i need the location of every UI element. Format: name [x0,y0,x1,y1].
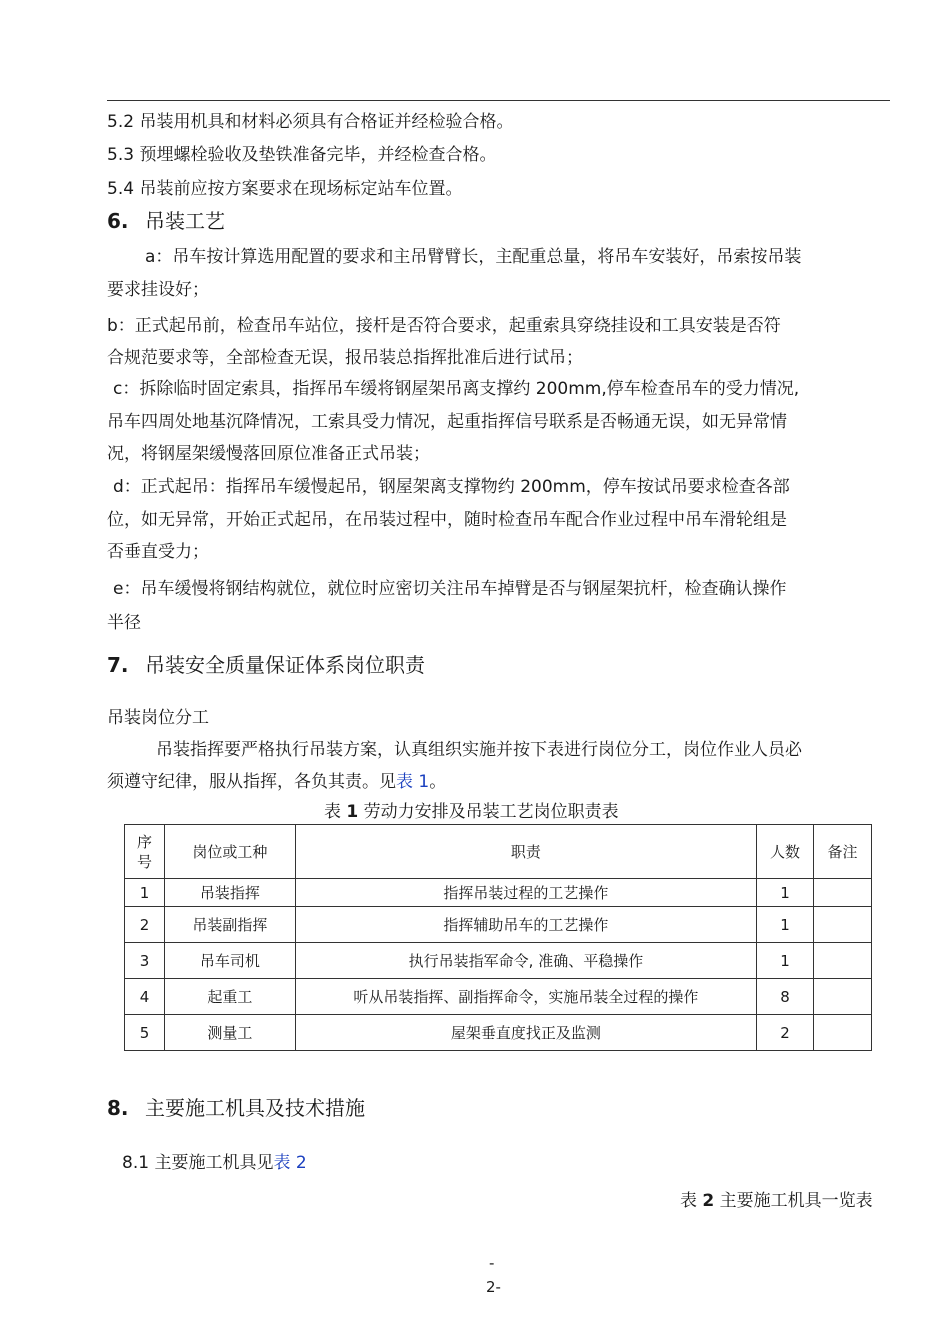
step-c-line-3: 况，将钢屋架缓慢落回原位准备正式吊装； [107,444,430,464]
clause-5-4: 5.4 吊装前应按方案要求在现场标定站车位置。 [107,179,463,199]
section-6-heading [107,208,225,234]
cell-count: 1 [757,943,814,979]
section-7-subtitle: 吊装岗位分工 [107,708,209,728]
cell-role: 测量工 [164,1015,295,1051]
step-b-line-2: 合规范要求等，全部检查无误，报吊装总指挥批准后进行试吊； [107,348,583,368]
cell-duty: 指挥吊装过程的工艺操作 [295,879,756,907]
section-6-title: 吊装工艺 [145,209,225,233]
cell-seq: 5 [125,1015,165,1051]
cell-role: 吊装指挥 [164,879,295,907]
cell-note [814,979,872,1015]
cell-role: 吊车司机 [164,943,295,979]
table-row [125,1015,872,1051]
header-duty: 职责 [295,825,756,879]
step-c-line-2: 吊车四周处地基沉降情况，工索具受力情况，起重指挥信号联系是否畅通无误，如无异常情 [107,412,787,432]
page-number: 2- [486,1278,501,1296]
cell-duty: 屋架垂直度找正及监测 [295,1015,756,1051]
table-row [125,979,872,1015]
header-seq: 序 号 [125,825,165,879]
table-1-caption: 表 1 劳动力安排及吊装工艺岗位职责表 [324,802,619,822]
section-6-number: 6. [107,209,129,233]
cell-duty: 听从吊装指挥、副指挥命令，实施吊装全过程的操作 [295,979,756,1015]
step-a-line-2: 要求挂设好； [107,280,209,300]
cell-note [814,943,872,979]
cell-role: 吊装副指挥 [164,907,295,943]
cell-note [814,907,872,943]
table-row [125,907,872,943]
table-2-reference-link[interactable]: 表 2 [273,1153,307,1173]
step-c-line-1: c：拆除临时固定索具，指挥吊车缓将钢屋架吊离支撑约 200mm,停车检查吊车的受力情况, [113,379,800,399]
clause-8-1: 8.1 主要施工机具见表 2 [122,1153,307,1173]
section-7-number: 7. [107,653,129,677]
step-a-line-1: a：吊车按计算选用配置的要求和主吊臂臂长，主配重总量，将吊车安装好，吊索按吊装 [145,247,802,267]
section-8-heading [107,1095,365,1121]
cell-duty: 指挥辅助吊车的工艺操作 [295,907,756,943]
section-7-heading [107,652,425,678]
table-2-caption: 表 2 主要施工机具一览表 [680,1191,873,1211]
table-header-row [125,825,872,879]
cell-seq: 2 [125,907,165,943]
header-count: 人数 [757,825,814,879]
cell-note [814,879,872,907]
table-row [125,943,872,979]
cell-count: 8 [757,979,814,1015]
section-7-para-line-2: 须遵守纪律，服从指挥，各负其责。见表 1。 [107,772,447,792]
duty-table [124,824,872,1051]
page-footer-dash: - [489,1254,495,1272]
cell-seq: 1 [125,879,165,907]
section-7-title: 吊装安全质量保证体系岗位职责 [145,653,425,677]
section-7-para-line-1: 吊装指挥要严格执行吊装方案，认真组织实施并按下表进行岗位分工，岗位作业人员必 [156,740,802,760]
cell-count: 1 [757,907,814,943]
step-d-line-3: 否垂直受力； [107,542,209,562]
cell-role: 起重工 [164,979,295,1015]
step-e-line-2: 半径 [107,613,141,633]
cell-note [814,1015,872,1051]
clause-5-2: 5.2 吊装用机具和材料必须具有合格证并经检验合格。 [107,112,514,132]
table-row [125,879,872,907]
cell-count: 2 [757,1015,814,1051]
header-note: 备注 [814,825,872,879]
table-1-reference-link[interactable]: 表 1 [396,772,430,792]
header-rule [107,100,890,101]
header-role: 岗位或工种 [164,825,295,879]
step-b-line-1: b：正式起吊前，检查吊车站位，接杆是否符合要求，起重索具穿绕挂设和工具安装是否符 [107,316,781,336]
cell-count: 1 [757,879,814,907]
cell-seq: 3 [125,943,165,979]
clause-5-3: 5.3 预埋螺栓验收及垫铁准备完毕，并经检查合格。 [107,145,497,165]
section-8-title: 主要施工机具及技术措施 [145,1096,365,1120]
step-d-line-2: 位，如无异常，开始正式起吊，在吊装过程中，随时检查吊车配合作业过程中吊车滑轮组是 [107,510,787,530]
step-e-line-1: e：吊车缓慢将钢结构就位，就位时应密切关注吊车掉臂是否与钢屋架抗杆，检查确认操作 [113,579,787,599]
cell-duty: 执行吊装指军命令, 准确、平稳操作 [295,943,756,979]
cell-seq: 4 [125,979,165,1015]
step-d-line-1: d：正式起吊：指挥吊车缓慢起吊，钢屋架离支撑物约 200mm，停车按试吊要求检查各部 [113,477,790,497]
section-8-number: 8. [107,1096,129,1120]
